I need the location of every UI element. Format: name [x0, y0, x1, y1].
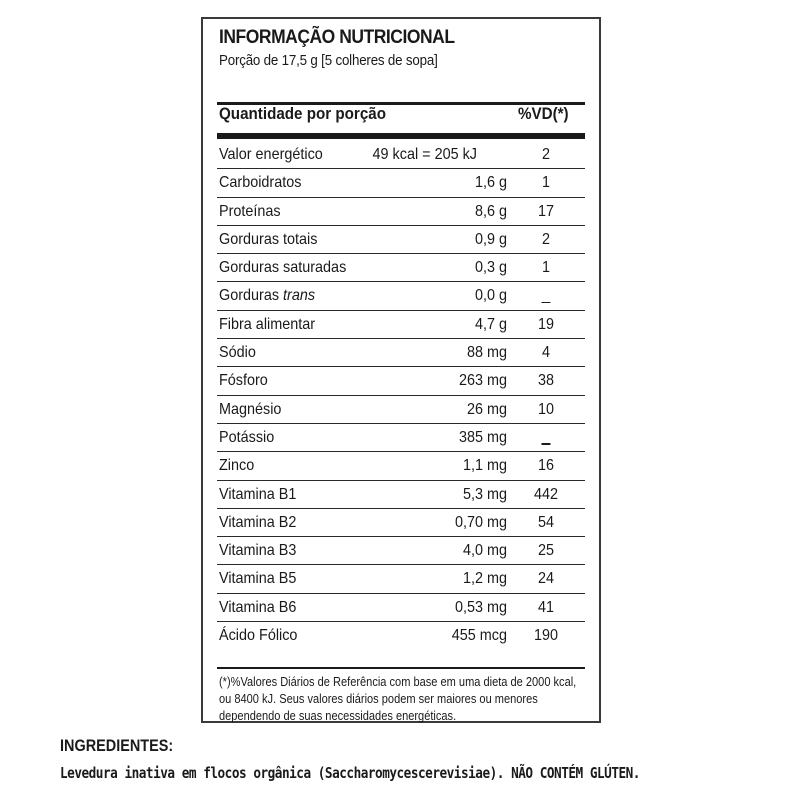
nutrient-amount: 0,0 g: [474, 287, 507, 305]
nutrient-amount: 4,7 g: [474, 315, 507, 333]
nutrient-amount: 0,70 mg: [454, 513, 507, 531]
table-row: [217, 509, 585, 537]
nutrient-daily-value: 38: [537, 372, 555, 390]
table-row: [217, 565, 585, 593]
nutrient-name: Gorduras saturadas: [219, 259, 347, 277]
nutrient-name: Sódio: [219, 344, 256, 362]
nutrient-daily-value: 4: [541, 344, 551, 362]
table-row: [217, 311, 585, 339]
nutrient-amount: 455 mcg: [451, 627, 507, 645]
nutrient-daily-value: 2: [541, 146, 551, 163]
header-divider-bottom: [217, 133, 585, 139]
nutrient-amount: 5,3 mg: [462, 485, 507, 503]
nutrient-daily-value: 190: [533, 627, 559, 645]
nutrient-rows: [217, 141, 585, 650]
table-row: [217, 254, 585, 282]
nutrient-daily-value: 16: [537, 457, 555, 475]
nutrient-name: Valor energético: [219, 146, 323, 163]
column-header-daily-value: %VD(*): [518, 105, 569, 123]
nutrient-daily-value: 19: [537, 315, 555, 333]
nutrient-name: Ácido Fólico: [219, 627, 298, 645]
table-row: [217, 537, 585, 565]
nutrient-amount: 385 mg: [458, 428, 507, 446]
nutrient-amount: 0,3 g: [474, 259, 507, 277]
nutrient-name: Vitamina B1: [219, 485, 297, 503]
nutrient-amount: 8,6 g: [474, 202, 507, 220]
nutrient-name: [219, 287, 315, 305]
nutrient-name: Fibra alimentar: [219, 315, 316, 333]
nutrient-name: Magnésio: [219, 400, 282, 418]
nutrient-amount: 4,0 mg: [462, 542, 507, 560]
table-row: [217, 198, 585, 226]
nutrient-daily-value: [520, 287, 572, 305]
ingredients-text: Levedura inativa em flocos orgânica (Saccharomycescerevisiae). NÃO CONTÉM GLÚTEN.: [60, 764, 640, 782]
table-row: [217, 226, 585, 254]
nutrient-amount: 263 mg: [458, 372, 507, 390]
table-row: [217, 367, 585, 395]
nutrient-amount: 1,1 mg: [462, 457, 507, 475]
nutrient-amount: 0,53 mg: [454, 598, 507, 616]
serving-size: Porção de 17,5 g [5 colheres de sopa]: [219, 53, 438, 69]
footnote-divider: [217, 667, 585, 669]
nutrient-name: Proteínas: [219, 202, 281, 220]
nutrient-daily-value: 10: [537, 400, 555, 418]
nutrient-name: Vitamina B6: [219, 598, 297, 616]
nutrient-amount: 1,2 mg: [462, 570, 507, 588]
table-row: [217, 481, 585, 509]
nutrient-daily-value: 41: [537, 598, 555, 616]
table-row: [217, 594, 585, 622]
nutrition-facts-table: [201, 17, 601, 723]
nutrient-daily-value: 2: [541, 230, 551, 248]
nutrient-daily-value: 24: [537, 570, 555, 588]
table-row: [217, 424, 585, 452]
label-title: INFORMAÇÃO NUTRICIONAL: [219, 27, 455, 48]
nutrient-name: Zinco: [219, 457, 255, 475]
table-row: [217, 339, 585, 367]
column-header-quantity: Quantidade por porção: [219, 105, 387, 123]
daily-value-footnote: (*)%Valores Diários de Referência com base em uma dieta de 2000 kcal, ou 8400 kJ. Seus valores diários podem ser maiores ou menores dependendo de suas necessidades energéticas.: [219, 674, 577, 723]
nutrient-name-italic: trans: [283, 287, 316, 305]
nutrient-name: Vitamina B3: [219, 542, 297, 560]
nutrient-name: Vitamina B5: [219, 570, 297, 588]
table-row: [217, 622, 585, 650]
nutrient-daily-value: 17: [537, 202, 555, 220]
nutrient-name: Vitamina B2: [219, 513, 297, 531]
no-value-dash: [542, 302, 551, 304]
table-row: [217, 141, 585, 169]
nutrient-daily-value: 1: [541, 259, 551, 277]
nutrient-daily-value: 54: [537, 513, 555, 531]
nutrient-amount: 0,9 g: [474, 230, 507, 248]
nutrient-name: Gorduras totais: [219, 230, 318, 248]
nutrient-amount: 49 kcal = 205 kJ: [372, 146, 477, 163]
no-value-dash: [542, 443, 551, 445]
nutrient-amount: 88 mg: [466, 344, 507, 362]
nutrient-name: Potássio: [219, 428, 275, 446]
nutrient-name: Carboidratos: [219, 174, 302, 192]
nutrient-daily-value: 1: [541, 174, 551, 192]
nutrient-amount: 26 mg: [466, 400, 507, 418]
table-row: [217, 452, 585, 480]
ingredients-title: INGREDIENTES:: [60, 736, 174, 755]
nutrient-name: Fósforo: [219, 372, 268, 390]
nutrient-daily-value: 25: [537, 542, 555, 560]
table-row: [217, 282, 585, 310]
nutrient-name-prefix: Gorduras: [219, 287, 284, 305]
table-row: [217, 169, 585, 197]
nutrient-daily-value: [520, 429, 572, 447]
nutrient-daily-value: 442: [533, 485, 559, 503]
nutrient-amount: 1,6 g: [474, 174, 507, 192]
table-row: [217, 396, 585, 424]
